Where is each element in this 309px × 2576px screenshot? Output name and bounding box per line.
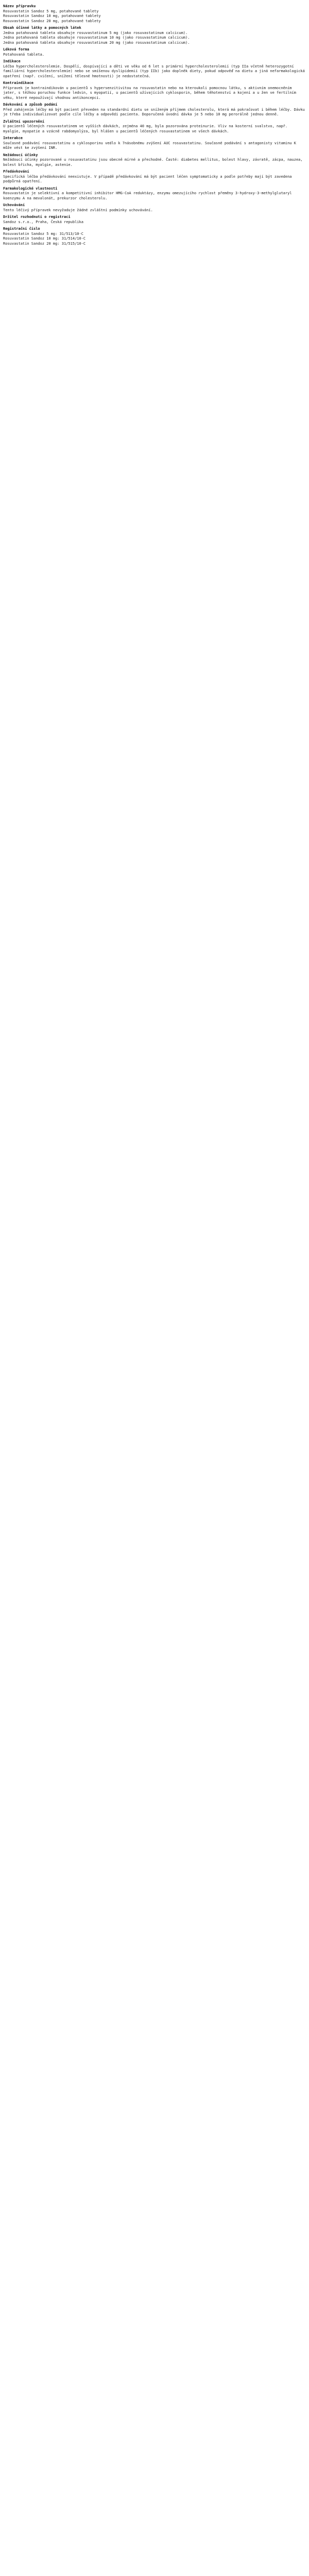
section-line: Rosuvastatin je selektivní a kompetitivní inhibitor HMG-CoA reduktázy, enzymu omezujícího rychlost přeměny 3-hydroxy-3-methylglutaryl koenzymu A na mevalonát, prekurzor cholesterolu. bbox=[3, 191, 292, 200]
document-section bbox=[3, 120, 306, 134]
document-section bbox=[3, 26, 306, 45]
section-line: Tento léčivý přípravek nevyžaduje žádné zvláštní podmínky uchovávání. bbox=[3, 208, 153, 212]
section-heading: Kontraindikace bbox=[3, 81, 34, 85]
section-heading: Držitel rozhodnutí o registraci bbox=[3, 215, 71, 219]
section-heading: Interakce bbox=[3, 136, 23, 140]
section-heading: Dávkování a způsob podání bbox=[3, 103, 58, 107]
section-heading: Název přípravku bbox=[3, 4, 36, 8]
section-line: Léčba hypercholesterolemie. Dospělí, dospívající a děti ve věku od 6 let s primární hypercholesterolemií (typ IIa včetně heterozygotní familiární hypercholesterolemie) nebo se smíšenou dyslipidemií (typ IIb) jako doplněk diety, pokud odpověď na dietu a jiná nefarmakologická opatření (např. cvičení, snížení tělesné hmotnosti) je nedostatečná. bbox=[3, 64, 305, 78]
document-section bbox=[3, 215, 306, 225]
document-section bbox=[3, 4, 306, 24]
document-section bbox=[3, 47, 306, 57]
section-line: Jedna potahovaná tableta obsahuje rosuvastatinum 10 mg (jako rosuvastatinum calcicum). bbox=[3, 36, 190, 40]
section-line: U pacientů léčených rosuvastatinem ve vyšších dávkách, zejména 40 mg, byla pozorována proteinurie. Vliv na kosterní svalstvo, např. myalgie, myopatie a vzácně rabdomyolýza, byl hlášen u pacientů léčených rosuvastatinem ve všech dávkách. bbox=[3, 124, 288, 133]
document-body bbox=[0, 0, 309, 248]
section-heading: Zvláštní upozornění bbox=[3, 119, 45, 124]
section-line: Rosuvastatin Sandoz 20 mg, potahované tablety bbox=[3, 19, 101, 23]
section-heading: Léková forma bbox=[3, 47, 29, 52]
section-heading: Předávkování bbox=[3, 170, 29, 174]
section-heading: Registrační číslo bbox=[3, 227, 40, 231]
section-heading: Indikace bbox=[3, 59, 21, 63]
section-line: Rosuvastatin Sandoz 10 mg, potahované tablety bbox=[3, 14, 101, 18]
document-section bbox=[3, 103, 306, 117]
section-line: Rosuvastatin Sandoz 20 mg: 31/515/10-C bbox=[3, 241, 86, 246]
section-line: Potahovaná tableta. bbox=[3, 52, 45, 57]
section-line: Před zahájením léčby má být pacient převeden na standardní dietu se sníženým příjmem cholesterolu, která má pokračovat i během léčby. Dávku je třeba individualizovat podle cíle léčby a odpovědi pacienta. Doporučená úvodní dávka je 5 nebo 10 mg perorálně jednou denně. bbox=[3, 107, 305, 116]
section-line: Rosuvastatin Sandoz 5 mg, potahované tablety bbox=[3, 9, 99, 13]
document-section bbox=[3, 81, 306, 100]
section-line: Nežádoucí účinky pozorované u rosuvastatinu jsou obecně mírné a přechodné. Časté: diabetes mellitus, bolest hlavy, závratě, zácpa, nauzea, bolest břicha, myalgie, astenie. bbox=[3, 158, 303, 167]
section-line: Přípravek je kontraindikován u pacientů s hypersenzitivitou na rosuvastatin nebo na kteroukoli pomocnou látku, s aktivním onemocněním jater, s těžkou poruchou funkce ledvin, s myopatií, u pacientů užívajících cyklosporin, během těhotenství a kojení a u žen ve fertilním věku, které nepoužívají vhodnou antikoncepci. bbox=[3, 86, 296, 100]
section-heading: Uchovávání bbox=[3, 203, 25, 207]
document-section bbox=[3, 187, 306, 201]
document-section bbox=[3, 227, 306, 246]
section-line: Jedna potahovaná tableta obsahuje rosuvastatinum 5 mg (jako rosuvastatinum calcicum). bbox=[3, 30, 188, 35]
section-heading: Farmakologické vlastnosti bbox=[3, 186, 58, 191]
section-line: Rosuvastatin Sandoz 5 mg: 31/513/10-C bbox=[3, 231, 83, 236]
section-heading: Obsah účinné látky a pomocných látek bbox=[3, 26, 81, 30]
section-line: Sandoz s.r.o., Praha, Česká republika bbox=[3, 219, 83, 224]
document-section bbox=[3, 170, 306, 184]
document-section bbox=[3, 203, 306, 213]
section-line: Současné podávání rosuvastatinu a cyklosporinu vedlo k 7násobnému zvýšení AUC rosuvastatinu. Současné podávání s antagonisty vitaminu K může vést ke zvýšení INR. bbox=[3, 141, 296, 150]
section-line: Rosuvastatin Sandoz 10 mg: 31/514/10-C bbox=[3, 236, 86, 241]
section-line: Specifická léčba předávkování neexistuje. V případě předávkování má být pacient léčen symptomaticky a podle potřeby mají být zavedena podpůrná opatření. bbox=[3, 174, 292, 183]
document-section bbox=[3, 153, 306, 168]
section-heading: Nežádoucí účinky bbox=[3, 152, 38, 157]
document-section bbox=[3, 59, 306, 79]
document-section bbox=[3, 136, 306, 151]
section-line: Jedna potahovaná tableta obsahuje rosuvastatinum 20 mg (jako rosuvastatinum calcicum). bbox=[3, 40, 190, 45]
